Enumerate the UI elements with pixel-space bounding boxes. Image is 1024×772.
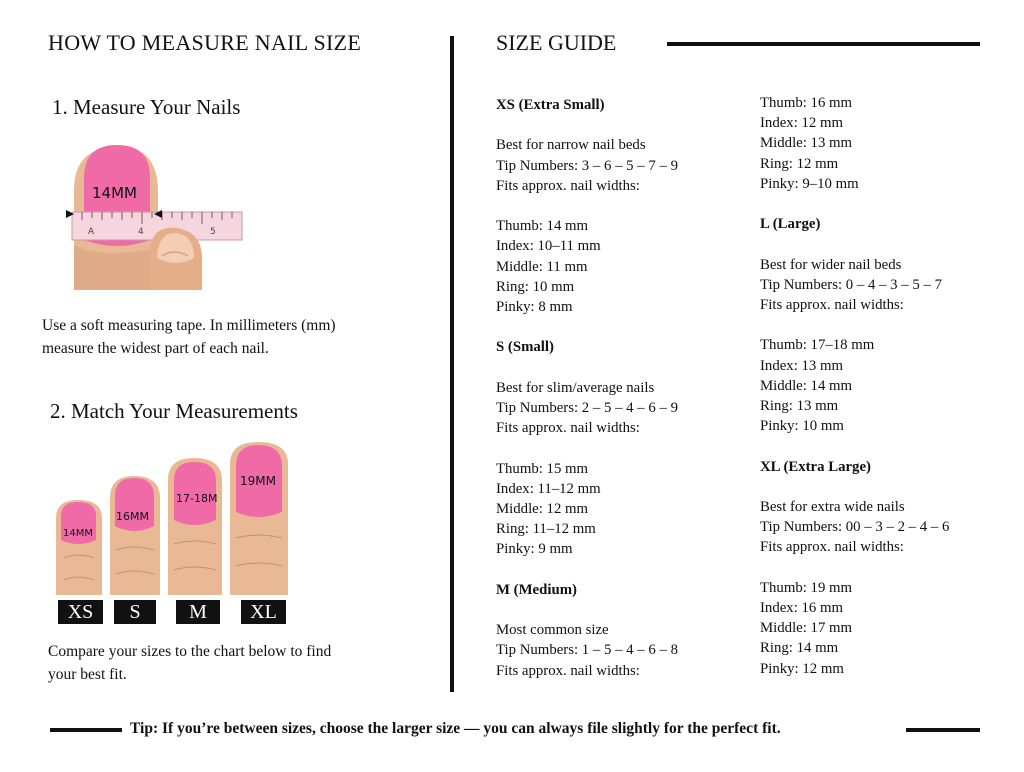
size-guide-line [760,315,949,335]
nail-s [110,476,160,595]
size-guide-line: Ring: 11–12 mm [496,521,596,538]
nail-xl-label: 19MM [240,474,276,488]
size-heading: M (Medium) [496,581,577,598]
size-guide-line [496,317,678,337]
vertical-divider [450,36,454,692]
size-guide-line: Thumb: 15 mm [496,460,589,477]
size-guide-line: Index: 12 mm [760,115,844,132]
size-guide-line [760,234,949,254]
size-guide-line: Pinky: 9 mm [496,541,573,558]
size-guide-line: Ring: 12 mm [760,155,839,172]
tape-tick-a: A [88,227,95,237]
size-guide-line: Thumb: 17–18 mm [760,337,875,354]
size-guide-line: Middle: 12 mm [496,500,589,517]
size-guide-line: Tip Numbers: 0 – 4 – 3 – 5 – 7 [760,276,942,293]
size-label-xl: XL [241,600,286,624]
size-guide-line: Thumb: 14 mm [496,218,589,235]
nail-m [168,458,222,595]
size-guide-line: Middle: 13 mm [760,135,853,152]
size-heading: S (Small) [496,339,554,356]
step-1-title: 1. Measure Your Nails [52,95,241,119]
size-guide-line: Best for narrow nail beds [496,137,646,154]
size-guide-line: Pinky: 10 mm [760,418,844,435]
size-guide-line: Tip Numbers: 2 – 5 – 4 – 6 – 9 [496,399,678,416]
size-guide-line: Middle: 11 mm [496,258,588,275]
size-guide-line [760,477,949,497]
size-guide-line: Tip Numbers: 00 – 3 – 2 – 4 – 6 [760,519,950,536]
size-label-s: S [114,600,156,624]
size-guide-line: Thumb: 16 mm [760,95,853,111]
size-guide-line: Fits approx. nail widths: [760,297,904,313]
size-label-xs: XS [58,600,103,624]
size-guide-column-2 [760,93,949,679]
step-2-text: Compare your sizes to the chart below to find your best fit. [48,643,332,683]
size-guide-line: Thumb: 19 mm [760,579,853,596]
size-guide-line: Most common size [496,622,609,639]
nail-s-label: 16MM [116,510,149,523]
page-title: HOW TO MEASURE NAIL SIZE [48,30,362,55]
size-guide-line: Fits approx. nail widths: [760,539,904,556]
size-guide-line: Fits approx. nail widths: [496,662,640,679]
size-guide-line: Pinky: 9–10 mm [760,175,859,192]
size-guide-line: Best for wider nail beds [760,256,902,273]
size-guide-line [496,560,678,580]
tip-text: Tip: If you’re between sizes, choose the larger size — you can always file slightly for the perfect fit. [130,720,781,737]
size-heading: XL (Extra Large) [760,458,871,475]
size-labels-row [58,600,298,626]
size-guide-line: Middle: 17 mm [760,620,853,637]
nail-sizes-illustration [50,440,295,596]
title-rule [667,42,980,46]
size-guide-line: Index: 10–11 mm [496,238,601,255]
tip-rule-left [50,728,122,732]
step-1-text: Use a soft measuring tape. In millimeters (mm) measure the widest part of each nail. [42,317,336,357]
tape-tick-4: 4 [138,227,144,237]
tip-rule-right [906,728,980,732]
size-heading: L (Large) [760,216,821,233]
size-heading: XS (Extra Small) [496,97,605,113]
size-guide-line: Index: 13 mm [760,357,844,374]
size-guide-line: Ring: 10 mm [496,278,575,295]
size-guide-line: Tip Numbers: 1 – 5 – 4 – 6 – 8 [496,642,678,659]
size-guide-line [496,358,678,378]
size-guide-line: Best for extra wide nails [760,498,905,515]
size-guide-line: Middle: 14 mm [760,377,853,394]
size-guide-line: Fits approx. nail widths: [496,177,640,194]
size-guide-line [496,115,678,135]
size-guide-line [760,194,949,214]
size-guide-line: Tip Numbers: 3 – 6 – 5 – 7 – 9 [496,157,678,174]
nail-xs-label: 14MM [63,528,93,539]
nail-m-label: 17-18M [176,492,218,505]
step-2-title: 2. Match Your Measurements [50,399,298,423]
measure-nail-illustration [62,140,252,295]
size-guide-line: Ring: 13 mm [760,398,839,414]
size-guide-title: SIZE GUIDE [496,30,617,55]
size-guide-line: Ring: 14 mm [760,640,839,657]
size-guide-line: Index: 11–12 mm [496,480,601,497]
size-guide-line [496,600,678,620]
size-guide-column-1 [496,95,678,681]
size-guide-line [496,196,678,216]
tape-tick-5: 5 [210,227,216,237]
size-guide-line [496,438,678,458]
nail-xl [230,442,288,595]
size-guide-line: Pinky: 12 mm [760,660,844,677]
nail-size-label: 14MM [92,184,137,202]
size-guide-line [760,436,949,456]
size-label-m: M [176,600,220,624]
size-guide-line: Fits approx. nail widths: [496,420,640,437]
nail-xs [56,500,102,595]
size-guide-line: Index: 16 mm [760,599,844,616]
size-guide-line: Best for slim/average nails [496,379,655,396]
size-guide-line [760,558,949,578]
size-guide-line: Pinky: 8 mm [496,299,573,315]
